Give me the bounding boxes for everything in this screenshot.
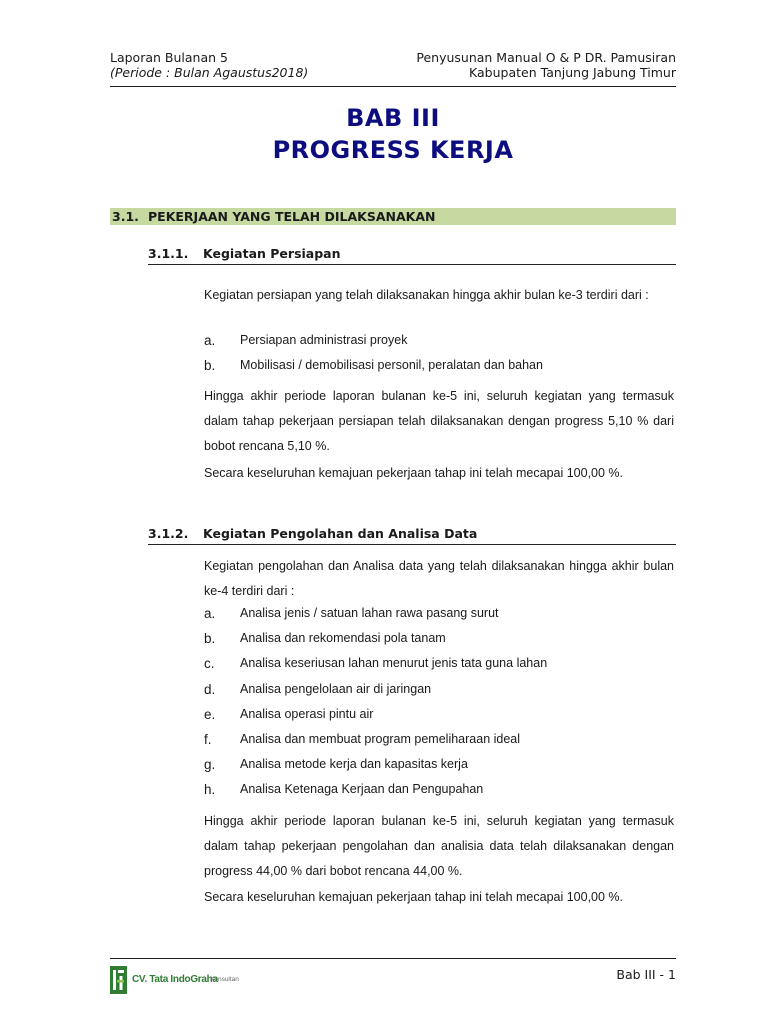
subsection-heading-pengolahan	[148, 526, 676, 545]
list-analisa	[204, 601, 674, 803]
project-location: Kabupaten Tanjung Jabung Timur	[469, 65, 676, 80]
chapter-title: PROGRESS KERJA	[272, 136, 514, 164]
list-item	[204, 651, 674, 676]
logo-mark-icon	[110, 966, 127, 994]
company-type: Konsultan	[210, 976, 239, 983]
list-text: Analisa keseriusan lahan menurut jenis tata guna lahan	[240, 656, 548, 671]
subsection-title: Kegiatan Persiapan	[203, 246, 341, 261]
page-header	[110, 50, 676, 87]
section-heading	[110, 208, 676, 225]
list-persiapan	[204, 328, 674, 378]
list-marker: a.	[204, 333, 216, 348]
list-item	[204, 702, 674, 727]
list-text: Mobilisasi / demobilisasi personil, peralatan dan bahan	[240, 358, 543, 373]
list-item	[204, 777, 674, 802]
subsection-title: Kegiatan Pengolahan dan Analisa Data	[203, 526, 478, 541]
list-marker: e.	[204, 706, 216, 722]
paragraph-intro: Kegiatan pengolahan dan Analisa data yang telah dilaksanakan hingga akhir bulan ke-4 terdiri dari :	[204, 559, 674, 598]
report-name: Laporan Bulanan 5	[110, 50, 228, 65]
section-number: 3.1.	[112, 209, 139, 224]
list-text: Analisa pengelolaan air di jaringan	[240, 681, 432, 696]
list-item	[204, 677, 674, 702]
list-marker: f.	[204, 731, 212, 747]
list-text: Analisa jenis / satuan lahan rawa pasang surut	[240, 606, 499, 620]
subsection-number: 3.1.1.	[148, 246, 189, 261]
list-marker: b.	[204, 631, 216, 647]
subsection-heading-persiapan	[148, 246, 676, 265]
paragraph-summary: Secara keseluruhan kemajuan pekerjaan tahap ini telah mecapai 100,00 %.	[204, 466, 624, 480]
list-item	[204, 752, 674, 777]
list-item	[204, 601, 674, 626]
list-marker: g.	[204, 757, 216, 773]
paragraph-summary: Secara keseluruhan kemajuan pekerjaan tahap ini telah mecapai 100,00 %.	[204, 890, 624, 904]
list-text: Analisa dan rekomendasi pola tanam	[240, 631, 446, 646]
list-marker: b.	[204, 358, 216, 374]
list-item	[204, 353, 674, 378]
list-item	[204, 626, 674, 651]
header-right	[416, 50, 676, 80]
list-marker: d.	[204, 681, 216, 697]
company-name: CV. Tata IndoGraha	[132, 974, 218, 985]
header-left	[110, 50, 308, 80]
company-logo	[110, 966, 310, 994]
list-item	[204, 328, 674, 353]
subsection-number: 3.1.2.	[148, 526, 189, 541]
paragraph-progress: Hingga akhir periode laporan bulanan ke-5 ini, seluruh kegiatan yang termasuk dalam tahap pekerjaan pengolahan dan analisia data telah dilaksanakan dengan progress 44,00 % dari bobot rencana 44,00 %.	[204, 814, 674, 878]
list-text: Persiapan administrasi proyek	[240, 333, 408, 347]
chapter-number: BAB III	[346, 104, 440, 132]
list-text: Analisa Ketenaga Kerjaan dan Pengupahan	[240, 782, 484, 797]
report-period: (Periode : Bulan Agaustus2018)	[110, 65, 309, 80]
list-marker: c.	[204, 656, 215, 672]
list-text: Analisa dan membuat program pemeliharaan ideal	[240, 731, 521, 746]
list-item	[204, 727, 674, 752]
list-text: Analisa metode kerja dan kapasitas kerja	[240, 757, 468, 772]
list-text: Analisa operasi pintu air	[240, 706, 374, 721]
page-number: Bab III - 1	[616, 967, 676, 982]
paragraph-progress: Hingga akhir periode laporan bulanan ke-5 ini, seluruh kegiatan yang termasuk dalam tahap pekerjaan persiapan telah dilaksanakan dengan progress 5,10 % dari bobot rencana 5,10 %.	[204, 389, 674, 453]
project-name: Penyusunan Manual O & P DR. Pamusiran	[416, 50, 676, 65]
list-marker: a.	[204, 606, 216, 621]
page-footer	[110, 958, 676, 999]
paragraph-intro: Kegiatan persiapan yang telah dilaksanakan hingga akhir bulan ke-3 terdiri dari :	[204, 288, 649, 302]
list-marker: h.	[204, 782, 216, 798]
section-title: PEKERJAAN YANG TELAH DILAKSANAKAN	[148, 209, 436, 224]
